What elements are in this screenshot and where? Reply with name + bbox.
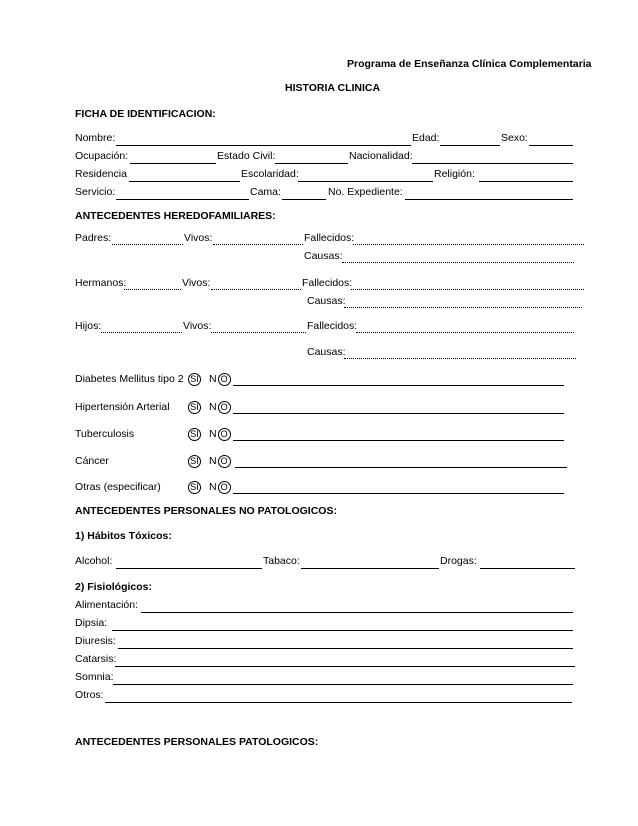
- hijos-vivos-label: Vivos:: [183, 320, 212, 332]
- nacionalidad-label: Nacionalidad:: [349, 150, 413, 162]
- religion-field[interactable]: [479, 181, 573, 182]
- no-option[interactable]: N O: [209, 401, 231, 414]
- servicio-label: Servicio:: [75, 186, 116, 198]
- padres-fallecidos-field[interactable]: [353, 244, 584, 245]
- condition-label: Diabetes Mellitus tipo 2: [75, 373, 184, 385]
- hijos-causas-label: Causas:: [307, 346, 346, 358]
- padres-vivos-field[interactable]: [213, 244, 303, 245]
- condition-field[interactable]: [233, 493, 564, 494]
- si-option[interactable]: SI: [188, 401, 201, 414]
- hijos-field[interactable]: [101, 332, 182, 333]
- expediente-field[interactable]: [405, 199, 573, 200]
- escolaridad-label: Escolaridad:: [241, 168, 299, 180]
- sexo-label: Sexo:: [501, 132, 528, 144]
- condition-label: Tuberculosis: [75, 428, 135, 440]
- hermanos-label: Hermanos:: [75, 277, 127, 289]
- condition-field[interactable]: [233, 440, 564, 441]
- dipsia-field[interactable]: [112, 630, 573, 631]
- section-ficha-heading: FICHA DE IDENTIFICACION:: [75, 108, 216, 120]
- tabaco-label: Tabaco:: [263, 555, 300, 567]
- catarsis-label: Catarsis:: [75, 653, 117, 665]
- cama-label: Cama:: [250, 186, 281, 198]
- sexo-field[interactable]: [529, 145, 573, 146]
- otros-label: Otros:: [75, 689, 104, 701]
- hermanos-vivos-field[interactable]: [211, 289, 301, 290]
- residencia-label: Residencia: [75, 168, 127, 180]
- program-title: Programa de Enseñanza Clínica Complementaria: [347, 58, 592, 70]
- section-no-patologicos-heading: ANTECEDENTES PERSONALES NO PATOLOGICOS:: [75, 505, 337, 517]
- edad-label: Edad:: [412, 132, 440, 144]
- hijos-causas-field[interactable]: [344, 358, 576, 359]
- hermanos-field[interactable]: [124, 289, 181, 290]
- si-option[interactable]: SI: [188, 373, 201, 386]
- condition-field[interactable]: [233, 413, 564, 414]
- document-title: HISTORIA CLINICA: [285, 82, 381, 94]
- residencia-field[interactable]: [129, 181, 240, 182]
- escolaridad-field[interactable]: [298, 181, 433, 182]
- nombre-label: Nombre:: [75, 132, 116, 144]
- padres-fallecidos-label: Fallecidos:: [304, 232, 355, 244]
- no-option[interactable]: N O: [209, 428, 231, 441]
- padres-field[interactable]: [112, 244, 183, 245]
- catarsis-field[interactable]: [115, 666, 575, 667]
- padres-causas-label: Causas:: [304, 250, 343, 262]
- padres-label: Padres:: [75, 232, 112, 244]
- hijos-fallecidos-field[interactable]: [356, 332, 574, 333]
- hermanos-fallecidos-label: Fallecidos:: [302, 277, 353, 289]
- somnia-label: Somnia:: [75, 671, 114, 683]
- condition-label: Hipertensión Arterial: [75, 401, 170, 413]
- si-option[interactable]: SI: [188, 481, 201, 494]
- dipsia-label: Dipsia:: [75, 617, 108, 629]
- condition-field[interactable]: [235, 467, 567, 468]
- alcohol-field[interactable]: [116, 568, 262, 569]
- cama-field[interactable]: [282, 199, 326, 200]
- alimentacion-label: Alimentación:: [75, 599, 139, 611]
- padres-causas-field[interactable]: [342, 262, 574, 263]
- hijos-label: Hijos:: [75, 320, 102, 332]
- drogas-label: Drogas:: [440, 555, 477, 567]
- condition-label: Cáncer: [75, 455, 109, 467]
- otros-field[interactable]: [105, 702, 572, 703]
- si-option[interactable]: SI: [188, 428, 201, 441]
- si-option[interactable]: SI: [188, 455, 201, 468]
- nacionalidad-field[interactable]: [412, 163, 573, 164]
- no-option[interactable]: N O: [209, 373, 231, 386]
- condition-field[interactable]: [233, 385, 564, 386]
- no-option[interactable]: N O: [209, 455, 231, 468]
- hijos-fallecidos-label: Fallecidos:: [307, 320, 358, 332]
- fisiologicos-heading: 2) Fisiológicos:: [75, 581, 153, 593]
- hermanos-causas-label: Causas:: [307, 295, 346, 307]
- drogas-field[interactable]: [480, 568, 575, 569]
- condition-label: Otras (especificar): [75, 481, 161, 493]
- expediente-label: No. Expediente:: [328, 186, 403, 198]
- diuresis-label: Diuresis:: [75, 635, 116, 647]
- edad-field[interactable]: [440, 145, 500, 146]
- no-option[interactable]: N O: [209, 481, 231, 494]
- section-heredo-heading: ANTECEDENTES HEREDOFAMILIARES:: [75, 210, 276, 222]
- estado-civil-field[interactable]: [275, 163, 348, 164]
- hermanos-causas-field[interactable]: [344, 307, 582, 308]
- alcohol-label: Alcohol:: [75, 555, 113, 567]
- religion-label: Religión:: [434, 168, 475, 180]
- section-patologicos-heading: ANTECEDENTES PERSONALES PATOLOGICOS:: [75, 736, 319, 748]
- hermanos-vivos-label: Vivos:: [182, 277, 211, 289]
- nombre-field[interactable]: [116, 145, 411, 146]
- tabaco-field[interactable]: [301, 568, 439, 569]
- ocupacion-field[interactable]: [130, 163, 216, 164]
- ocupacion-label: Ocupación:: [75, 150, 129, 162]
- somnia-field[interactable]: [113, 684, 573, 685]
- hijos-vivos-field[interactable]: [211, 332, 306, 333]
- padres-vivos-label: Vivos:: [184, 232, 213, 244]
- hermanos-fallecidos-field[interactable]: [351, 289, 584, 290]
- alimentacion-field[interactable]: [141, 612, 573, 613]
- diuresis-field[interactable]: [118, 648, 573, 649]
- estado-civil-label: Estado Civil:: [217, 150, 276, 162]
- habitos-heading: 1) Hábitos Tóxicos:: [75, 530, 172, 542]
- servicio-field[interactable]: [116, 199, 249, 200]
